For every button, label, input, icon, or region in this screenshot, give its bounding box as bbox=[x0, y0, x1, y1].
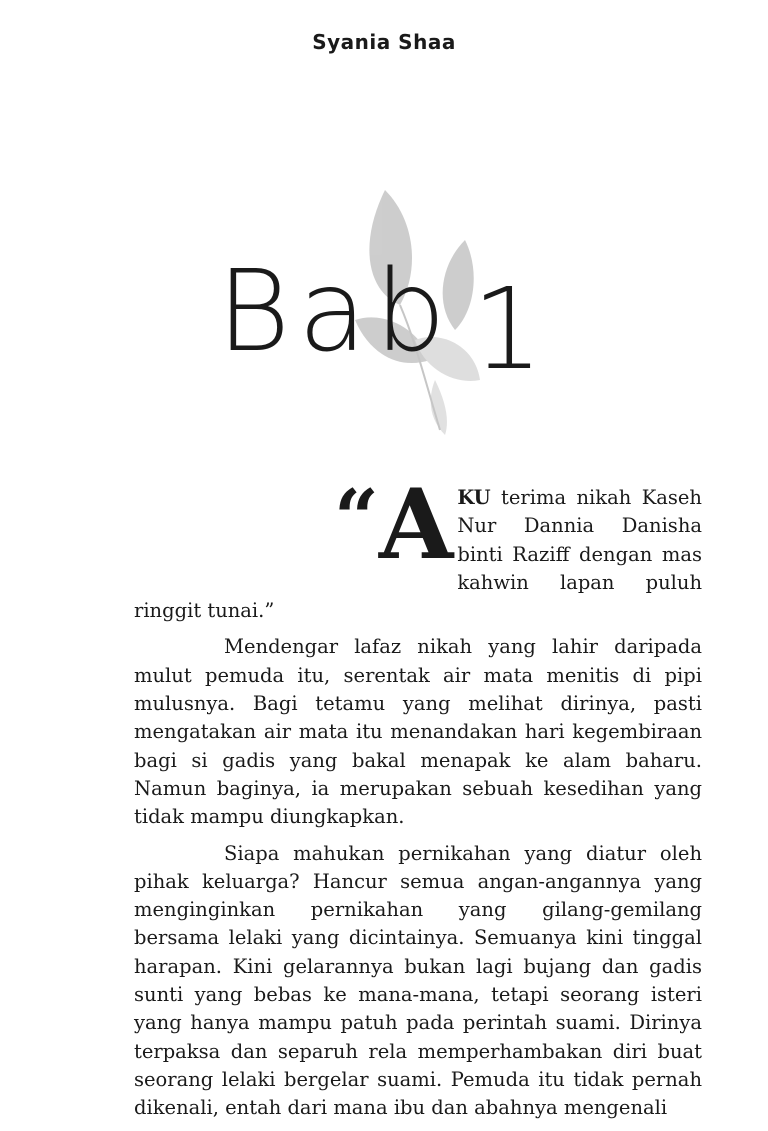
chapter-label: Bab bbox=[216, 247, 454, 377]
opening-quote-mark: “ bbox=[334, 473, 379, 564]
chapter-number: 1 bbox=[471, 265, 552, 395]
author-header: Syania Shaa bbox=[312, 30, 456, 54]
chapter-heading bbox=[0, 245, 768, 395]
chapter-body bbox=[134, 468, 702, 1131]
drop-cap-letter: A bbox=[378, 468, 454, 581]
body-paragraph: Mendengar lafaz nikah yang lahir daripada mulut pemuda itu, serentak air mata menitis di pipi mulusnya. Bagi tetamu yang melihat dirinya, pasti mengatakan air mata itu menandakan hari kegembiraan bagi si gadis yang bakal menapak ke alam baharu. Namun baginya, ia merupakan sebuah kesedihan yang tidak mampu diungkapkan. bbox=[134, 635, 702, 829]
opening-smallcaps: KU bbox=[457, 486, 491, 509]
body-paragraph: Siapa mahukan pernikahan yang diatur oleh pihak keluarga? Hancur semua angan-angannya yang menginginkan pernikahan yang gilang-gemilang bersama lelaki yang dicintainya. Semuanya kini tinggal harapan. Kini gelarannya bukan lagi bujang dan gadis sunti yang bebas ke mana-mana, tetapi seorang isteri yang hanya mampu patuh pada perintah suami. Dirinya terpaksa dan separuh rela memperhambakan diri buat seorang lelaki bergelar suami. Pemuda itu tidak pernah dikenali, entah dari mana ibu dan abahnya mengenali bbox=[134, 841, 702, 1120]
opening-paragraph bbox=[134, 468, 702, 625]
drop-cap bbox=[334, 468, 454, 581]
opening-text: terima nikah Kaseh Nur Dannia Danisha binti Raziff dengan mas kahwin lapan puluh ringgit tunai.” bbox=[134, 486, 702, 623]
